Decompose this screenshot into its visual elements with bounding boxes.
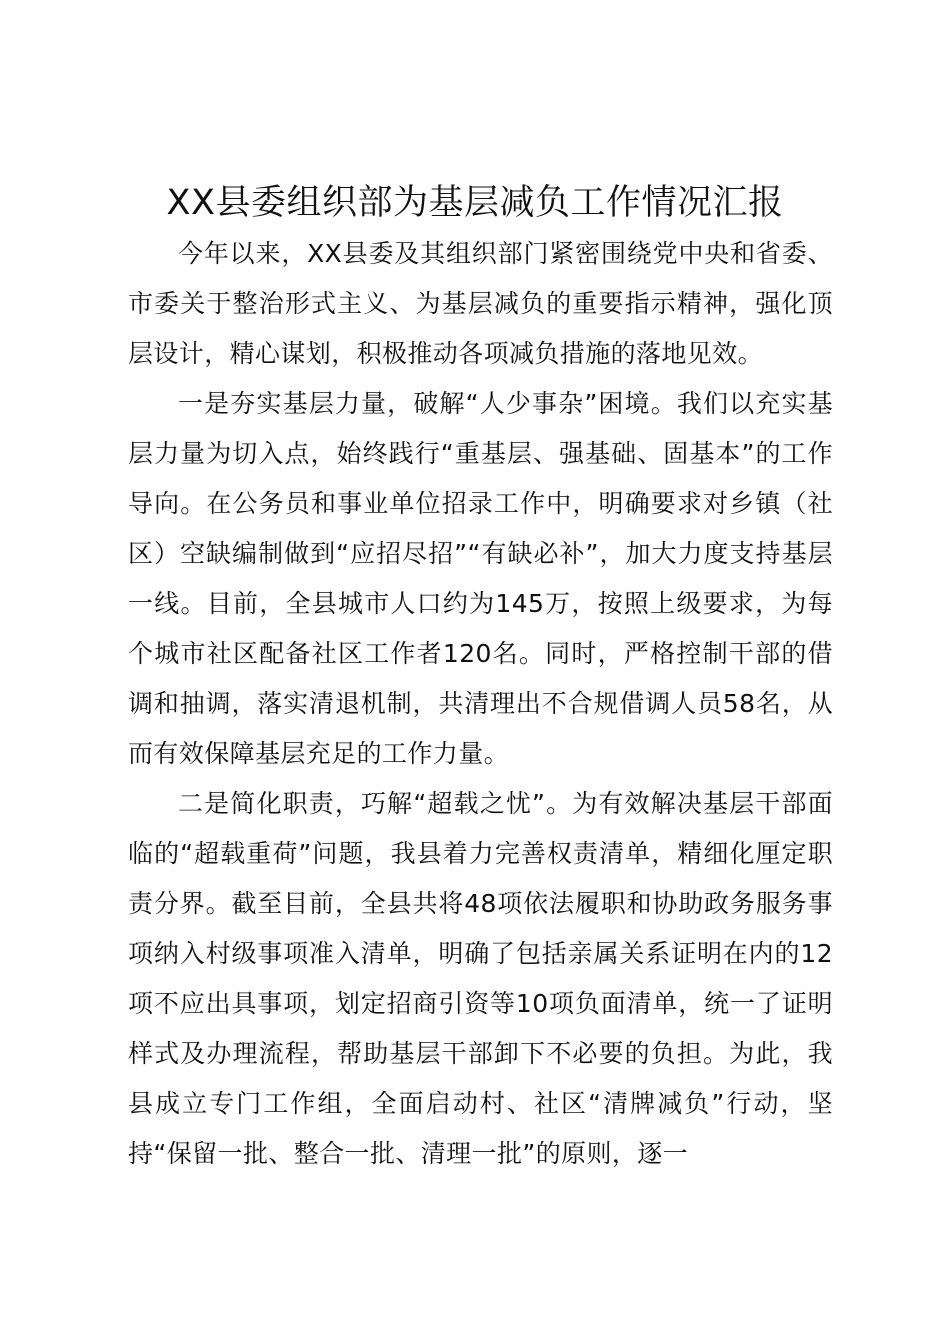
document-body	[128, 229, 833, 1179]
paragraph-simplify-duties: 二是简化职责，巧解“超载之忧”。为有效解决基层干部面临的“超载重荷”问题，我县着力完善权责清单，精细化厘定职责分界。截至目前，全县共将48项依法履职和协助政务服务事项纳入村级事项准入清单，明确了包括亲属关系证明在内的12项不应出具事项，划定招商引资等10项负面清单，统一了证明样式及办理流程，帮助基层干部卸下不必要的负担。为此，我县成立专门工作组，全面启动村、社区“清牌减负”行动，坚持“保留一批、整合一批、清理一批”的原则，逐一	[128, 789, 833, 1168]
document-title: XX县委组织部为基层减负工作情况汇报	[166, 183, 784, 223]
paragraph-strengthen-grassroots: 一是夯实基层力量，破解“人少事杂”困境。我们以充实基层力量为切入点，始终践行“重基层、强基础、固基本”的工作导向。在公务员和事业单位招录工作中，明确要求对乡镇（社区）空缺编制做到“应招尽招”“有缺必补”，加大力度支持基层一线。目前，全县城市人口约为145万，按照上级要求，为每个城市社区配备社区工作者120名。同时，严格控制干部的借调和抽调，落实清退机制，共清理出不合规借调人员58名，从而有效保障基层充足的工作力量。	[128, 389, 833, 768]
paragraph-intro: 今年以来，XX县委及其组织部门紧密围绕党中央和省委、市委关于整治形式主义、为基层减负的重要指示精神，强化顶层设计，精心谋划，积极推动各项减负措施的落地见效。	[128, 239, 833, 368]
